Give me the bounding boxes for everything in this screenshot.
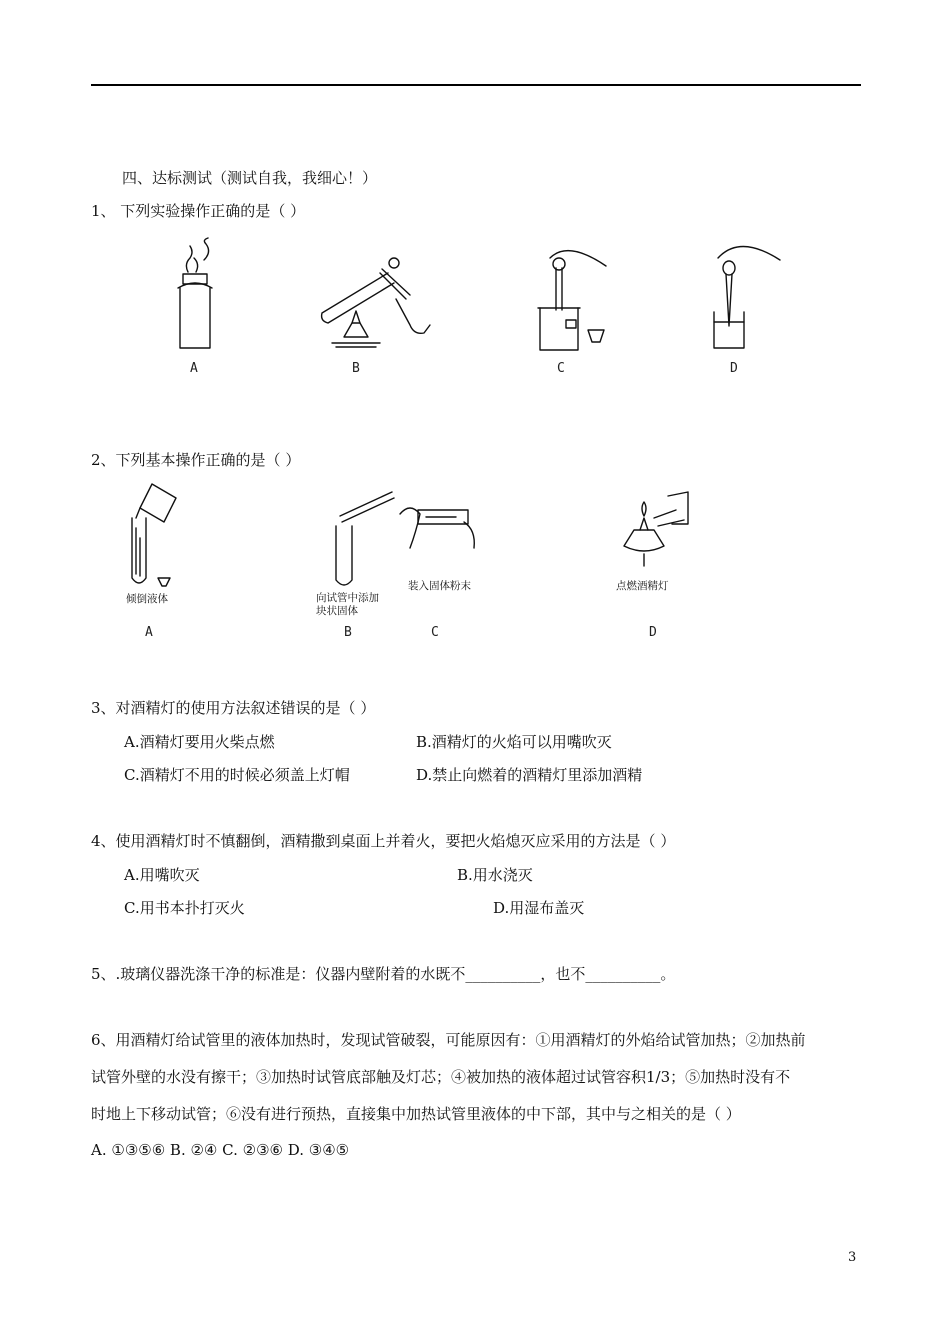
q2-figure-b-adding-solid bbox=[330, 486, 400, 586]
q2-label-b: B bbox=[344, 625, 352, 640]
q6-line-2: 试管外壁的水没有擦干；③加热时试管底部触及灯芯；④被加热的液体超过试管容积1/3；⑤加热时没有不 bbox=[91, 1068, 791, 1086]
q1-figure-a-smelling-gas bbox=[160, 238, 230, 358]
q1-label-c: C bbox=[557, 361, 565, 376]
q2-label-a: A bbox=[145, 625, 153, 640]
q1-label-b: B bbox=[352, 361, 360, 376]
q2-caption-a: 倾倒液体 bbox=[126, 593, 168, 605]
q2-caption-c: 装入固体粉末 bbox=[408, 580, 471, 592]
q2-caption-b-line1: 向试管中添加 bbox=[316, 592, 379, 604]
q1-label-d: D bbox=[730, 361, 738, 376]
q2-caption-b-line2: 块状固体 bbox=[316, 605, 358, 617]
q4-option-a: A.用嘴吹灭 bbox=[124, 866, 200, 884]
q3-stem: 3、对酒精灯的使用方法叙述错误的是（ ） bbox=[91, 699, 376, 717]
q2-stem: 2、下列基本操作正确的是（ ） bbox=[91, 451, 301, 469]
q1-figure-b-heating-tube bbox=[318, 243, 438, 358]
page-number: 3 bbox=[848, 1250, 857, 1265]
q1-stem: 1、 下列实验操作正确的是（ ） bbox=[91, 202, 306, 220]
header-rule bbox=[91, 84, 861, 86]
q3-option-b: B.酒精灯的火焰可以用嘴吹灭 bbox=[416, 733, 612, 751]
q6-options: A. ①③⑤⑥ B. ②④ C. ②③⑥ D. ③④⑤ bbox=[91, 1141, 350, 1159]
q2-caption-d: 点燃酒精灯 bbox=[616, 580, 669, 592]
q2-figure-d-lighting-lamp bbox=[614, 490, 694, 572]
q4-option-b: B.用水浇灭 bbox=[457, 866, 533, 884]
q2-label-c: C bbox=[431, 625, 439, 640]
q4-option-c: C.用书本扑打灭火 bbox=[124, 899, 245, 917]
q3-option-a: A.酒精灯要用火柴点燃 bbox=[124, 733, 275, 751]
q2-label-d: D bbox=[649, 625, 657, 640]
q1-label-a: A bbox=[190, 361, 198, 376]
q2-figure-c-loading-powder bbox=[396, 492, 486, 562]
q4-stem: 4、使用酒精灯时不慎翻倒，酒精撒到桌面上并着火，要把火焰熄灭应采用的方法是（ ） bbox=[91, 832, 676, 850]
q4-option-d: D.用湿布盖灭 bbox=[493, 899, 585, 917]
section-title: 四、达标测试（测试自我，我细心！） bbox=[122, 169, 378, 187]
q3-option-d: D.禁止向燃着的酒精灯里添加酒精 bbox=[416, 766, 643, 784]
q5-stem: 5、.玻璃仪器洗涤干净的标准是：仪器内壁附着的水既不__________，也不__________。 bbox=[91, 965, 676, 983]
q6-line-1: 6、用酒精灯给试管里的液体加热时，发现试管破裂，可能原因有：①用酒精灯的外焰给试管加热；②加热前 bbox=[91, 1031, 806, 1049]
q6-line-3: 时地上下移动试管；⑥没有进行预热，直接集中加热试管里液体的中下部，其中与之相关的是（ ） bbox=[91, 1105, 741, 1123]
q2-figure-a-pouring-liquid bbox=[118, 478, 198, 588]
q1-figure-d-dropper-above-beaker bbox=[700, 234, 790, 358]
q3-option-c: C.酒精灯不用的时候必须盖上灯帽 bbox=[124, 766, 350, 784]
q1-figure-c-dropper-in-bottle bbox=[528, 238, 618, 358]
